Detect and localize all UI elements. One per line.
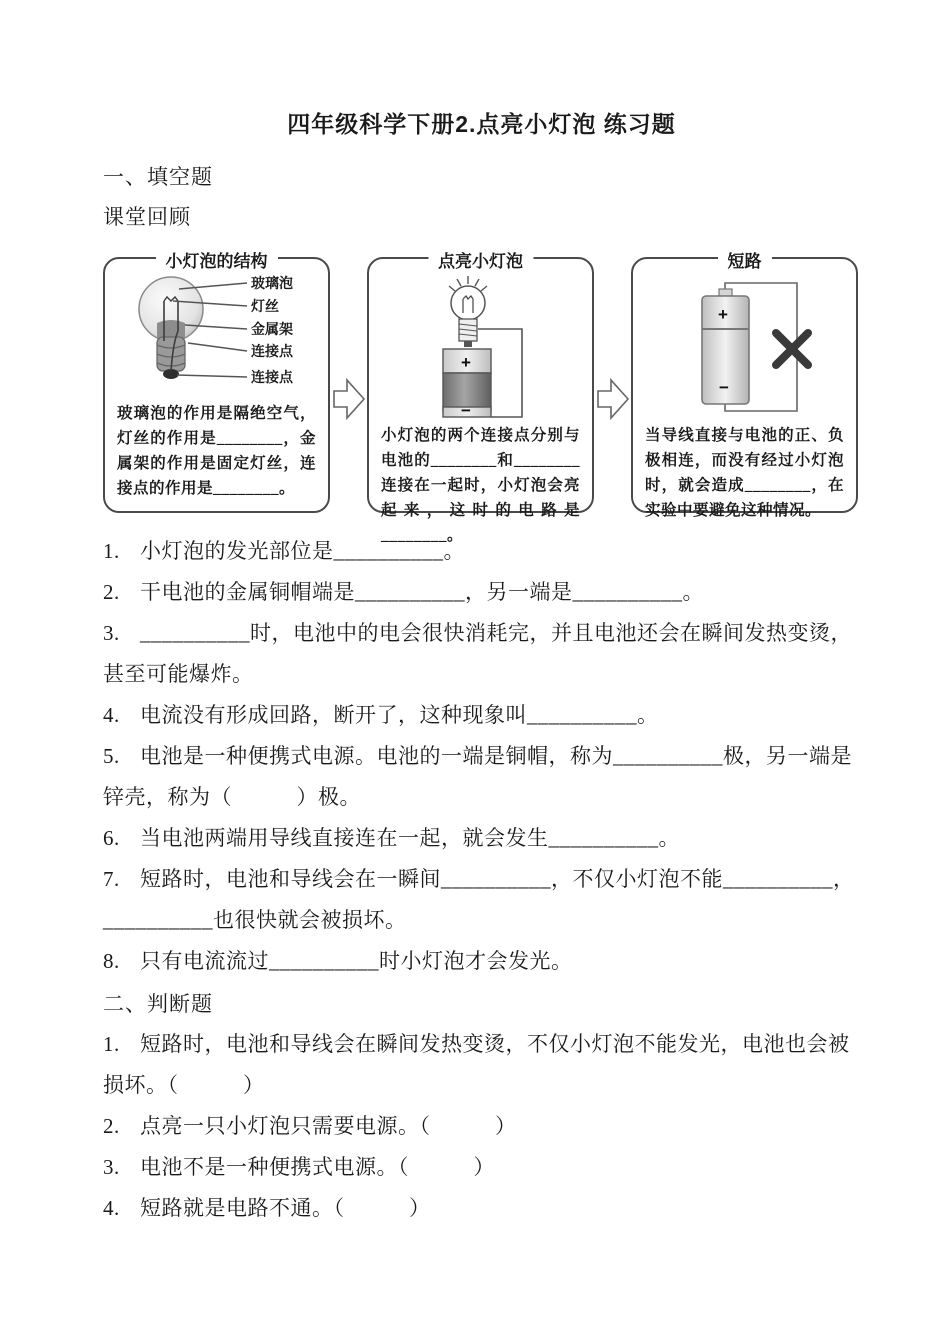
bulb-part-label-contact-1: 连接点	[251, 343, 293, 359]
question-number: 2.	[103, 1114, 120, 1138]
fill-question	[103, 736, 860, 818]
panel-bulb-structure	[103, 252, 330, 513]
question-text: 点亮一只小灯泡只需要电源。（ ）	[140, 1114, 517, 1138]
question-number: 4.	[103, 1196, 120, 1220]
question-number: 5.	[103, 744, 120, 768]
fill-question	[103, 613, 860, 695]
fill-in-question-list	[103, 531, 860, 982]
judge-question	[103, 1188, 860, 1229]
panel-title: 小灯泡的结构	[156, 247, 278, 272]
battery-minus-label: −	[718, 378, 729, 397]
judge-question	[103, 1024, 860, 1106]
short-circuit-diagram	[645, 271, 845, 421]
battery-plus-label: +	[717, 305, 728, 324]
question-number: 7.	[103, 867, 120, 891]
judge-question-list	[103, 1024, 860, 1229]
bulb-part-label-contact-2: 连接点	[251, 369, 293, 385]
bulb-neck-shape	[157, 320, 185, 339]
bulb-part-label-filament: 灯丝	[251, 298, 279, 314]
judge-section-heading: 二、判断题	[103, 992, 213, 1016]
right-arrow-icon	[596, 371, 630, 427]
fill-question	[103, 859, 860, 941]
fill-question	[103, 818, 860, 859]
question-text: 只有电流流过__________时小灯泡才会发光。	[140, 949, 573, 973]
question-text: 电流没有形成回路，断开了，这种现象叫__________。	[140, 703, 659, 727]
question-text: __________时，电池中的电会很快消耗完，并且电池还会在瞬间发热变烫，甚至可能爆炸。	[103, 621, 852, 686]
question-number: 1.	[103, 1032, 120, 1056]
bulb-tip-shape	[464, 341, 472, 347]
page-title: 四年级科学下册2.点亮小灯泡 练习题	[287, 111, 676, 137]
panel-light-bulb	[367, 252, 594, 544]
panel-title: 点亮小灯泡	[428, 247, 533, 272]
fill-question	[103, 572, 860, 613]
question-number: 6.	[103, 826, 120, 850]
question-number: 1.	[103, 539, 120, 563]
question-number: 2.	[103, 580, 120, 604]
question-text: 短路时，电池和导线会在一瞬间__________，不仅小灯泡不能__________，__________也很快就会被损坏。	[103, 867, 855, 932]
bulb-structure-diagram	[115, 271, 318, 399]
arrow-cell	[594, 371, 631, 427]
question-text: 短路时，电池和导线会在瞬间发热变烫，不仅小灯泡不能发光，电池也会被损坏。（ ）	[103, 1032, 850, 1097]
panel-short-circuit	[631, 252, 858, 519]
review-heading: 课堂回顾	[103, 205, 191, 229]
panel-text: 玻璃泡的作用是隔绝空气，灯丝的作用是________，金属架的作用是固定灯丝，连接点的作用是________。	[117, 405, 316, 497]
question-text: 电池不是一种便携式电源。（ ）	[140, 1155, 495, 1179]
question-number: 4.	[103, 703, 120, 727]
battery-terminal-shape	[719, 289, 732, 296]
panel-text: 当导线直接与电池的正、负极相连，而没有经过小灯泡时，就会造成________，在实验中要避免这种情况。	[645, 427, 844, 519]
question-number: 8.	[103, 949, 120, 973]
panel-text: 小灯泡的两个连接点分别与电池的________和________连接在一起时，小灯泡会亮起来，这时的电路是________。	[381, 427, 580, 544]
question-number: 3.	[103, 621, 120, 645]
question-text: 小灯泡的发光部位是__________。	[140, 539, 465, 563]
judge-question	[103, 1147, 860, 1188]
panel-title: 短路	[718, 247, 772, 272]
question-text: 当电池两端用导线直接连在一起，就会发生__________。	[140, 826, 680, 850]
fill-question	[103, 695, 860, 736]
x-icon	[776, 333, 808, 365]
arrow-cell	[330, 371, 367, 427]
question-text: 短路就是电路不通。（ ）	[140, 1196, 431, 1220]
review-panels-row	[103, 249, 860, 544]
bulb-part-label-frame: 金属架	[251, 321, 293, 337]
question-text: 干电池的金属铜帽端是__________，另一端是__________。	[140, 580, 704, 604]
question-number: 3.	[103, 1155, 120, 1179]
right-arrow-icon	[332, 371, 366, 427]
fill-question	[103, 941, 860, 982]
judge-question	[103, 1106, 860, 1147]
fill-section-heading: 一、填空题	[103, 165, 213, 189]
bulb-shape	[451, 286, 485, 320]
battery-minus-label: −	[460, 401, 471, 420]
battery-plus-label: +	[460, 353, 471, 372]
question-text: 电池是一种便携式电源。电池的一端是铜帽，称为__________极，另一端是锌壳，称为（ ）极。	[103, 744, 852, 809]
lit-bulb-circuit-diagram	[381, 271, 581, 421]
bulb-part-label-glass: 玻璃泡	[251, 275, 293, 291]
